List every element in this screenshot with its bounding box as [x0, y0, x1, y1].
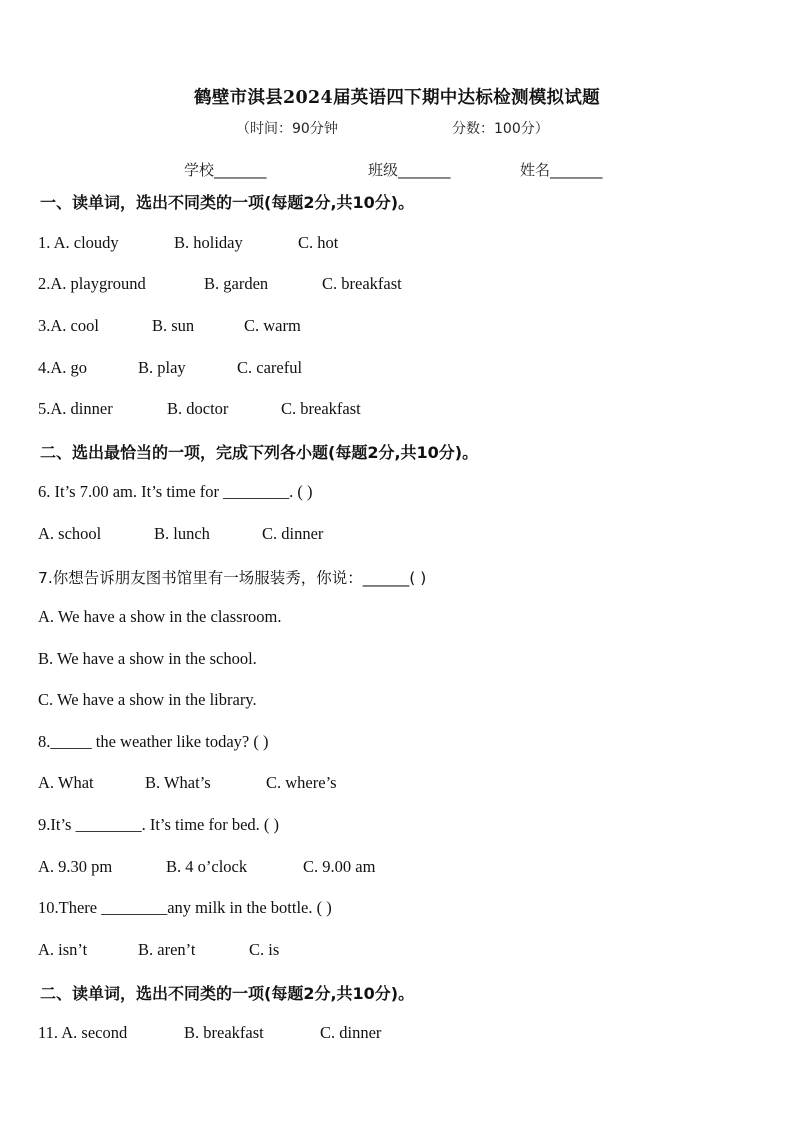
option-c: C. warm	[244, 316, 301, 335]
question-9-options	[38, 857, 375, 877]
option-c: C. where’s	[266, 773, 337, 792]
question-3	[38, 316, 301, 336]
option-c: C. hot	[298, 233, 339, 252]
option-a: 2.A. playground	[38, 274, 146, 293]
question-8-options	[38, 773, 337, 793]
option-c: C. breakfast	[322, 274, 402, 293]
option-c: C. dinner	[262, 524, 324, 543]
option-a: 4.A. go	[38, 358, 88, 377]
option-c: C. is	[249, 940, 280, 959]
option-b: B. 4 o’clock	[166, 857, 248, 876]
section-heading: 二、选出最恰当的一项，完成下列各小题(每题2分,共10分)。	[40, 443, 479, 462]
option-a: A. school	[38, 524, 102, 543]
option-b: B. play	[138, 358, 186, 377]
school-field: 学校_______	[184, 161, 267, 179]
question-7-option-c: C. We have a show in the library.	[38, 690, 257, 709]
question-7-option-a: A. We have a show in the classroom.	[38, 607, 282, 626]
question-11	[38, 1023, 381, 1043]
option-c: C. dinner	[320, 1023, 382, 1042]
class-field: 班级_______	[368, 161, 451, 179]
option-b: B. aren’t	[138, 940, 196, 959]
score-label: 分数：100分）	[452, 121, 549, 137]
time-label: （时间：90分钟	[236, 121, 338, 137]
question-6-options	[38, 524, 323, 544]
section-heading: 二、读单词，选出不同类的一项(每题2分,共10分)。	[40, 984, 415, 1003]
option-c: C. breakfast	[281, 399, 361, 418]
option-b: B. holiday	[174, 233, 243, 252]
option-a: A. What	[38, 773, 94, 792]
option-a: 3.A. cool	[38, 316, 99, 335]
question-2	[38, 274, 402, 294]
option-a: 5.A. dinner	[38, 399, 113, 418]
question-7-option-b: B. We have a show in the school.	[38, 649, 257, 668]
option-a: A. isn’t	[38, 940, 88, 959]
question-7: 7.你想告诉朋友图书馆里有一场服装秀，你说：______( )	[38, 569, 427, 587]
option-b: B. doctor	[167, 399, 229, 418]
option-b: B. What’s	[145, 773, 211, 792]
option-a: 11. A. second	[38, 1023, 128, 1042]
page-title: 鹤壁市淇县2024届英语四下期中达标检测模拟试题	[194, 88, 600, 108]
option-b: B. garden	[204, 274, 269, 293]
option-c: C. 9.00 am	[303, 857, 376, 876]
section-heading: 一、读单词，选出不同类的一项(每题2分,共10分)。	[40, 193, 415, 212]
question-6: 6. It’s 7.00 am. It’s time for ________. ( )	[38, 482, 313, 501]
name-field: 姓名_______	[520, 161, 603, 179]
question-1	[38, 233, 338, 253]
question-4	[38, 358, 302, 378]
option-a: 1. A. cloudy	[38, 233, 119, 252]
option-b: B. breakfast	[184, 1023, 264, 1042]
question-9: 9.It’s ________. It’s time for bed. ( )	[38, 815, 280, 834]
question-10-options	[38, 940, 279, 960]
option-b: B. sun	[152, 316, 195, 335]
question-10: 10.There ________any milk in the bottle. ( )	[38, 898, 332, 917]
question-8: 8._____ the weather like today? ( )	[38, 732, 269, 751]
option-c: C. careful	[237, 358, 303, 377]
option-a: A. 9.30 pm	[38, 857, 113, 876]
question-5	[38, 399, 361, 419]
option-b: B. lunch	[154, 524, 210, 543]
